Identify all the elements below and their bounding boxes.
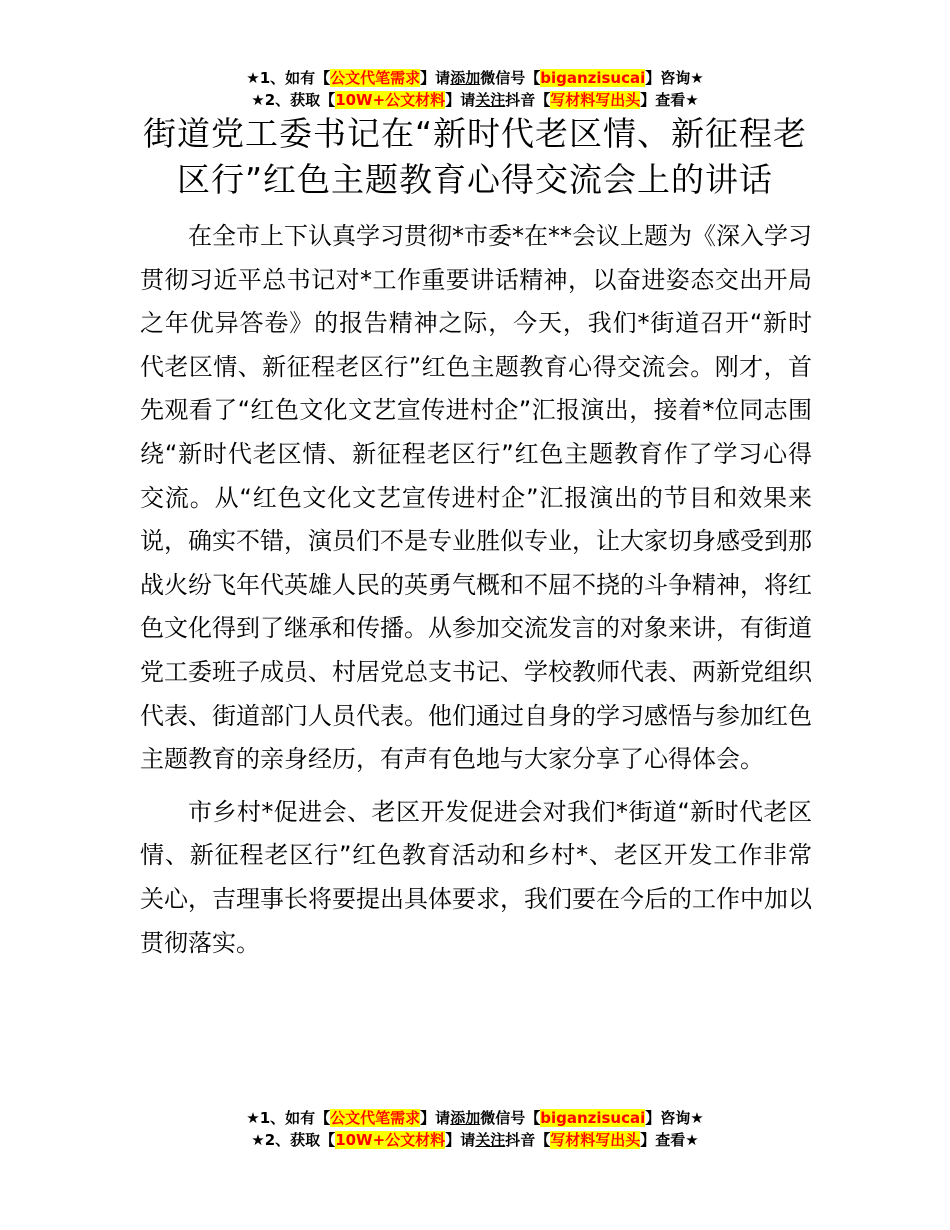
highlight-douyin-account: 写材料写出头 [550, 1131, 641, 1149]
highlight-service: 公文代笔需求 [330, 1109, 421, 1127]
title-line-1: 街道党工委书记在“新时代老区情、新征程老 [142, 114, 808, 153]
header-notice [0, 67, 950, 111]
highlight-wechat-id: biganzisucai [540, 69, 646, 87]
highlight-wechat-id: biganzisucai [540, 1109, 646, 1127]
footer-notice-line-1: ★1、如有【公文代笔需求】请添加微信号【biganzisucai】咨询★ [246, 1109, 704, 1127]
notice-line-2: ★2、获取【10W+公文材料】请关注抖音【写材料写出头】查看★ [251, 91, 699, 109]
paragraph-1: 在全市上下认真学习贯彻*市委*在**会议上题为《深入学习贯彻习近平总书记对*工作重要讲话精神，以奋进姿态交出开局之年优异答卷》的报告精神之际，今天，我们*街道召开“新时代老区情、新征程老区行”红色主题教育心得交流会。刚才，首先观看了“红色文化文艺宣传进村企”汇报演出，接着*位同志围绕“新时代老区情、新征程老区行”红色主题教育作了学习心得交流。从“红色文化文艺宣传进村企”汇报演出的节目和效果来说，确实不错，演员们不是专业胜似专业，让大家切身感受到那战火纷飞年代英雄人民的英勇气概和不屈不挠的斗争精神，将红色文化得到了继承和传播。从参加交流发言的对象来讲，有街道党工委班子成员、村居党总支书记、学校教师代表、两新党组织代表、街道部门人员代表。他们通过自身的学习感悟与参加红色主题教育的亲身经历，有声有色地与大家分享了心得体会。 [140, 222, 812, 774]
title-line-2: 区行”红色主题教育心得交流会上的讲话 [176, 160, 774, 199]
highlight-materials: 10W+公文材料 [335, 91, 446, 109]
highlight-douyin-account: 写材料写出头 [550, 91, 641, 109]
footer-notice [0, 1107, 950, 1151]
paragraph-2: 市乡村*促进会、老区开发促进会对我们*街道“新时代老区情、新征程老区行”红色教育活动和乡村*、老区开发工作非常关心，吉理事长将要提出具体要求，我们要在今后的工作中加以贯彻落实。 [140, 797, 812, 957]
footer-notice-line-2: ★2、获取【10W+公文材料】请关注抖音【写材料写出头】查看★ [251, 1131, 699, 1149]
document-title [100, 111, 850, 203]
highlight-materials: 10W+公文材料 [335, 1131, 446, 1149]
highlight-service: 公文代笔需求 [330, 69, 421, 87]
notice-line-1: ★1、如有【公文代笔需求】请添加微信号【biganzisucai】咨询★ [246, 69, 704, 87]
document-body [140, 215, 812, 974]
